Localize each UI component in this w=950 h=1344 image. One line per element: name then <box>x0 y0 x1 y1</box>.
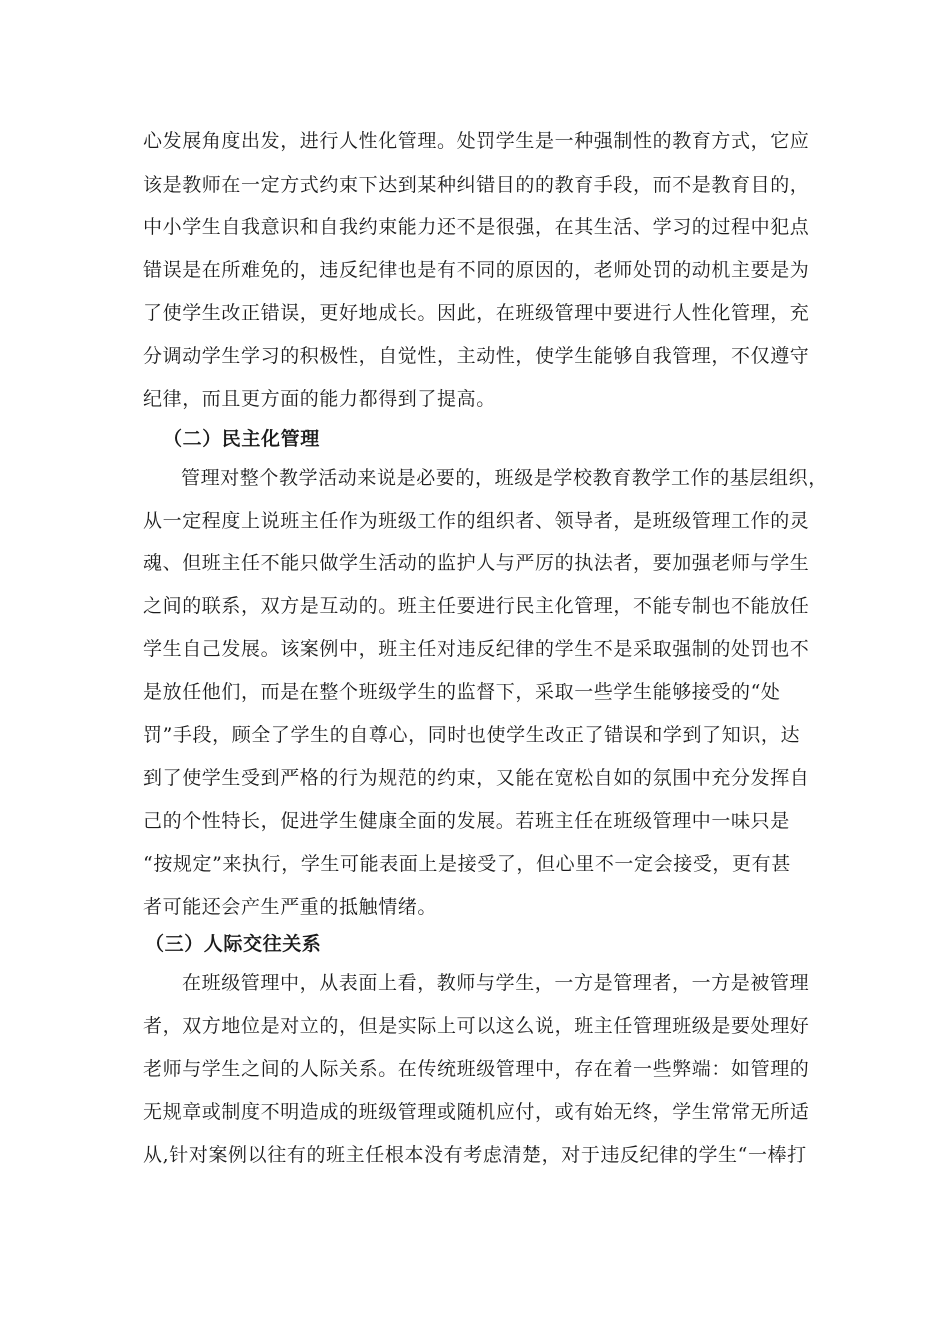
paragraph-line: 管理对整个教学活动来说是必要的，班级是学校教育教学工作的基层组织， <box>181 467 828 489</box>
paragraph-line: 己的个性特长，促进学生健康全面的发展。若班主任在班级管理中一味只是 <box>143 810 790 832</box>
paragraph-line: 无规章或制度不明造成的班级管理或随机应付，或有始无终，学生常常无所适 <box>143 1101 810 1123</box>
section-heading-democratic-management: （二）民主化管理 <box>163 428 320 450</box>
paragraph-line: 从,针对案例以往有的班主任根本没有考虑清楚，对于违反纪律的学生“一棒打 <box>143 1144 807 1166</box>
paragraph-line: 者可能还会产生严重的抵触情绪。 <box>143 896 438 918</box>
paragraph-line: 错误是在所难免的，违反纪律也是有不同的原因的，老师处罚的动机主要是为 <box>143 259 810 281</box>
paragraph-line: 魂、但班主任不能只做学生活动的监护人与严厉的执法者，要加强老师与学生 <box>143 552 810 574</box>
paragraph-line: 纪律，而且更方面的能力都得到了提高。 <box>143 388 496 410</box>
paragraph-line: 之间的联系，双方是互动的。班主任要进行民主化管理，不能专制也不能放任 <box>143 595 810 617</box>
paragraph-line: 在班级管理中，从表面上看，教师与学生，一方是管理者，一方是被管理 <box>182 972 810 994</box>
paragraph-line: 者，双方地位是对立的，但是实际上可以这么说，班主任管理班级是要处理好 <box>143 1015 810 1037</box>
paragraph-line: 老师与学生之间的人际关系。在传统班级管理中，存在着一些弊端：如管理的 <box>143 1058 810 1080</box>
paragraph-line: “按规定”来执行，学生可能表面上是接受了，但心里不一定会接受，更有甚 <box>143 853 791 875</box>
paragraph-line: 心发展角度出发，进行人性化管理。处罚学生是一种强制性的教育方式，它应 <box>143 130 810 152</box>
paragraph-line: 罚”手段，顾全了学生的自尊心，同时也使学生改正了错误和学到了知识，达 <box>143 724 801 746</box>
paragraph-line: 中小学生自我意识和自我约束能力还不是很强，在其生活、学习的过程中犯点 <box>143 216 810 238</box>
paragraph-line: 了使学生改正错误，更好地成长。因此，在班级管理中要进行人性化管理，充 <box>143 302 810 324</box>
paragraph-line: 分调动学生学习的积极性，自觉性，主动性，使学生能够自我管理，不仅遵守 <box>143 345 810 367</box>
paragraph-line: 到了使学生受到严格的行为规范的约束，又能在宽松自如的氛围中充分发挥自 <box>143 767 810 789</box>
paragraph-line: 该是教师在一定方式约束下达到某种纠错目的的教育手段，而不是教育目的， <box>143 174 810 196</box>
paragraph-line: 是放任他们，而是在整个班级学生的监督下，采取一些学生能够接受的“处 <box>143 681 781 703</box>
section-heading-interpersonal-relations: （三）人际交往关系 <box>145 933 322 955</box>
paragraph-line: 学生自己发展。该案例中，班主任对违反纪律的学生不是采取强制的处罚也不 <box>143 638 810 660</box>
paragraph-line: 从一定程度上说班主任作为班级工作的组织者、领导者，是班级管理工作的灵 <box>143 510 810 532</box>
